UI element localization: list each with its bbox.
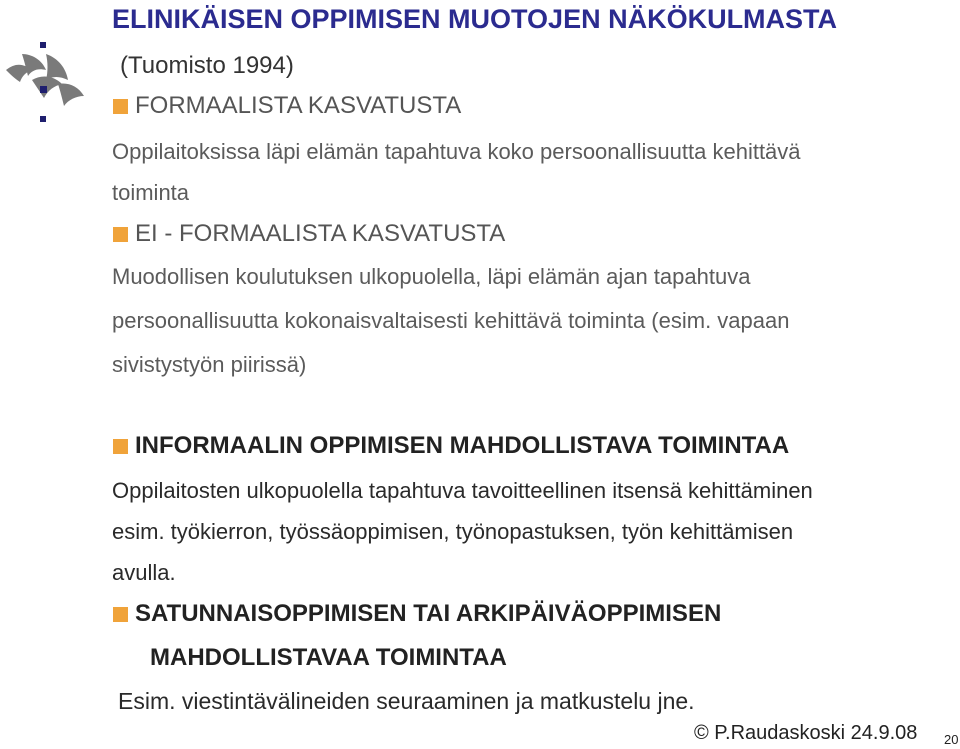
- section-heading-informaalin: [113, 432, 789, 460]
- section-text-line: Oppilaitoksissa läpi elämän tapahtuva koko persoonallisuutta kehittävä: [112, 139, 801, 164]
- section-heading-text: SATUNNAISOPPIMISEN TAI ARKIPÄIVÄOPPIMISEN: [135, 600, 722, 627]
- university-flame-logo-icon: [2, 40, 86, 124]
- page-number: 20: [944, 732, 959, 747]
- section-text-line: toiminta: [112, 180, 190, 205]
- bullet-square-icon: [113, 439, 128, 454]
- section-heading-text: INFORMAALIN OPPIMISEN MAHDOLLISTAVA TOIMINTAA: [135, 432, 790, 459]
- section-text-line: esim. työkierron, työssäoppimisen, työnopastuksen, työn kehittämisen: [112, 519, 794, 544]
- section-heading-formaalista: [113, 92, 461, 120]
- slide-subtitle: (Tuomisto 1994): [120, 52, 294, 79]
- section-heading-satunnaisoppimisen: [113, 600, 721, 628]
- section-heading-ei-formaalista: [113, 220, 505, 248]
- bullet-square-icon: [113, 607, 128, 622]
- bullet-square-icon: [113, 99, 128, 114]
- section-text-line: avulla.: [112, 560, 176, 585]
- bullet-square-icon: [113, 227, 128, 242]
- slide-title: ELINIKÄISEN OPPIMISEN MUOTOJEN NÄKÖKULMASTA: [112, 4, 838, 34]
- section-text-line: Oppilaitosten ulkopuolella tapahtuva tavoitteellinen itsensä kehittäminen: [112, 478, 813, 503]
- section-text-line: Muodollisen koulutuksen ulkopuolella, läpi elämän ajan tapahtuva: [112, 264, 751, 289]
- section-text-line: sivistystyön piirissä): [112, 352, 307, 377]
- copyright-notice: © P.Raudaskoski 24.9.08: [694, 722, 918, 744]
- section-text-line: Esim. viestintävälineiden seuraaminen ja matkustelu jne.: [118, 688, 695, 714]
- section-heading-text: EI - FORMAALISTA KASVATUSTA: [135, 220, 506, 247]
- section-heading-continuation: MAHDOLLISTAVAA TOIMINTAA: [150, 644, 507, 671]
- section-heading-text: FORMAALISTA KASVATUSTA: [135, 92, 462, 119]
- section-text-line: persoonallisuutta kokonaisvaltaisesti kehittävä toiminta (esim. vapaan: [112, 308, 790, 333]
